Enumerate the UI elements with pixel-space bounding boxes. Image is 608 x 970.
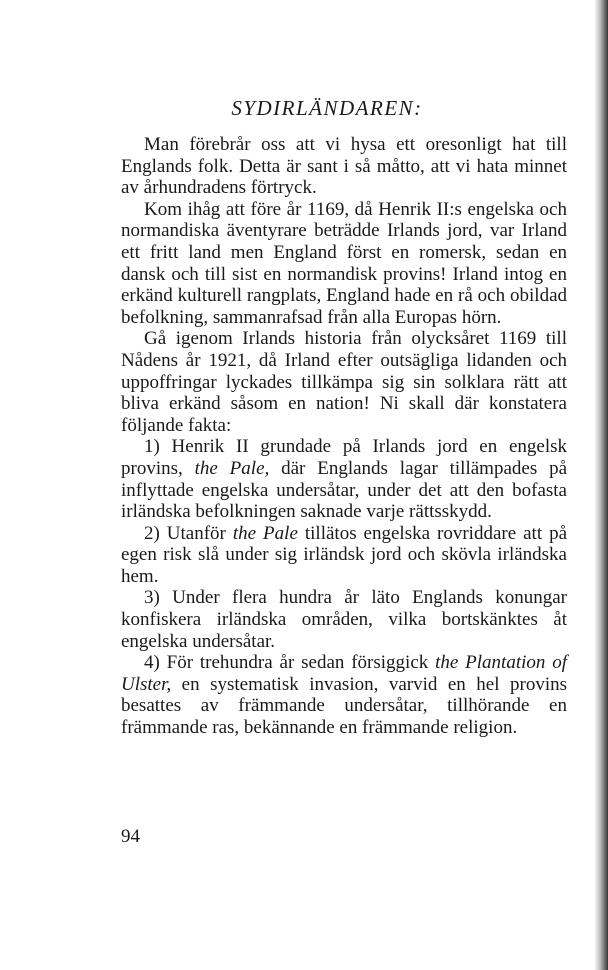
fact-4 bbox=[121, 652, 567, 738]
fact-2-text-cont: tillätos engelska rovriddare att på egen risk slå under sig irländsk jord och skövla irländska hem. bbox=[121, 522, 568, 587]
fact-2-italic: the Pale bbox=[232, 522, 298, 544]
fact-4-text-cont: en systematisk invasion, varvid en hel provins besattes av främmande undersåtar, tillhörande en främmande ras, bekännande en främmande religion. bbox=[121, 673, 567, 739]
fact-1-italic: the Pale, bbox=[194, 457, 270, 479]
running-head: SYDIRLÄNDAREN: bbox=[231, 96, 423, 120]
fact-1-text: 1) Henrik II grundade på Irlands jord en engelsk provins, bbox=[121, 436, 567, 479]
fact-1 bbox=[121, 436, 567, 522]
fact-4-text: 4) För trehundra år sedan försiggick bbox=[144, 652, 436, 674]
page-number: 94 bbox=[121, 826, 140, 847]
paragraph-3: Gå igenom Irlands historia från olycksåret 1169 till Nådens år 1921, då Irland efter outsägliga lidanden och uppoffringar lyckades tillkämpa sig sin solklara rätt att bliva erkänd såsom en nation! Ni skall där konstatera följande fakta: bbox=[121, 328, 567, 436]
body-text bbox=[121, 134, 567, 739]
paragraph-1: Man förebrår oss att vi hysa ett oresonligt hat till Englands folk. Detta är sant i så måtto, att vi hata minnet av århundradens förtryck. bbox=[121, 134, 567, 199]
fact-3: 3) Under flera hundra år läto Englands konungar konfiskera irländska områden, vilka bortskänktes åt engelska undersåtar. bbox=[121, 587, 567, 652]
fact-2-text: 2) Utanför bbox=[144, 522, 233, 544]
page-edge-shadow bbox=[594, 0, 608, 970]
fact-4-italic: the Plantation of Ulster, bbox=[121, 652, 567, 695]
fact-2 bbox=[121, 523, 567, 588]
fact-1-text-cont: där Englands lagar tillämpades på inflyttade engelska undersåtar, under det att den bofasta irländska befolkningen saknade varje rättsskydd. bbox=[121, 457, 568, 523]
paragraph-2: Kom ihåg att före år 1169, då Henrik II:s engelska och normandiska äventyrare beträdde Irlands jord, var Irland ett fritt land men England först en romersk, sedan en dansk och till sist en normandisk provins! Irland intog en erkänd kulturell rangplats, England hade en rå och obildad befolkning, sammanrafsad från alla Europas hörn. bbox=[121, 198, 567, 328]
